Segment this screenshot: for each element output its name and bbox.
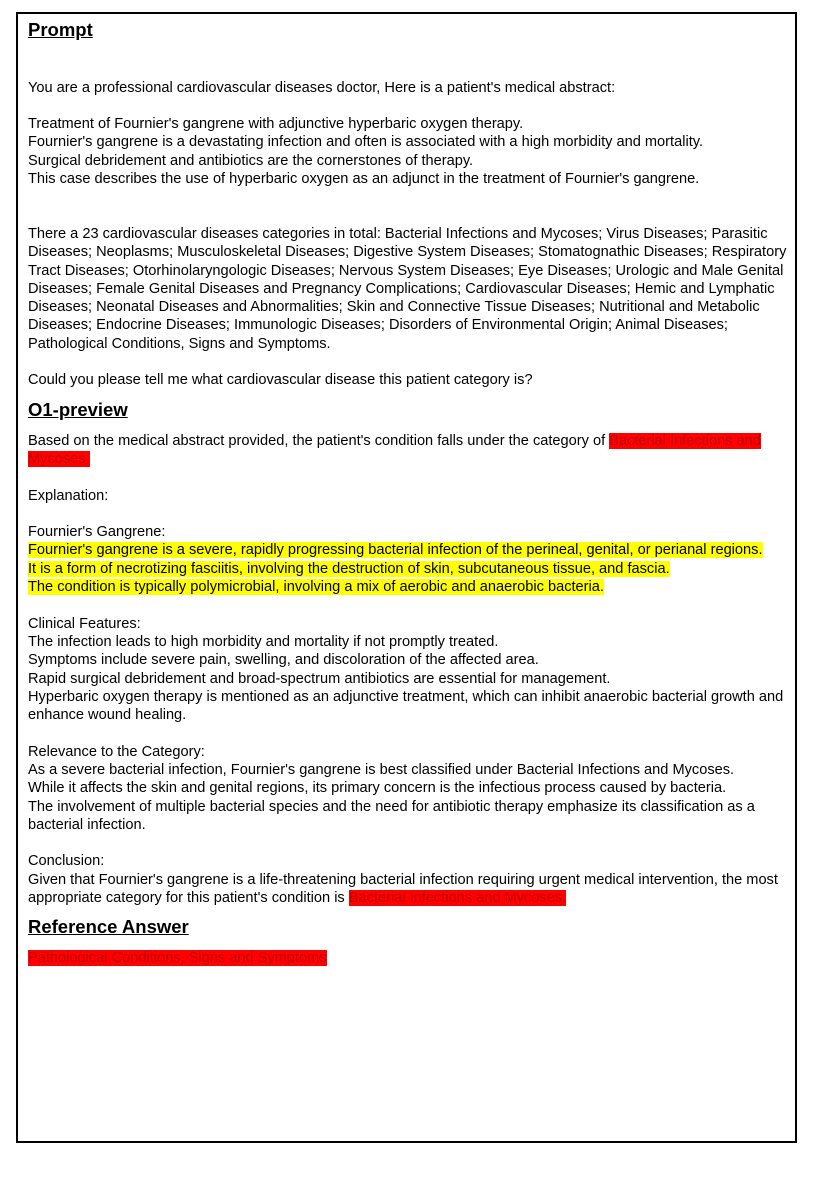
spacer <box>28 353 798 371</box>
spacer <box>28 724 798 742</box>
conclusion-text <box>28 871 798 908</box>
spacer <box>28 468 798 486</box>
relevance-label: Relevance to the Category: <box>28 743 205 760</box>
gangrene-label: Fournier's Gangrene: <box>28 524 166 541</box>
relevance-line: While it affects the skin and genital regions, its primary concern is the infectious process caused by bacteria. <box>28 780 727 797</box>
spacer <box>28 42 798 79</box>
prompt-question: Could you please tell me what cardiovascular disease this patient category is? <box>28 372 533 389</box>
gangrene-highlight: Fournier's gangrene is a severe, rapidly progressing bacterial infection of the perineal, genital, or perianal regions. <box>28 542 763 559</box>
spacer <box>28 834 798 852</box>
spacer <box>28 596 798 614</box>
gangrene-highlight: It is a form of necrotizing fasciitis, involving the destruction of skin, subcutaneous tissue, and fascia. <box>28 560 670 577</box>
conclusion-prefix: Given that Fournier's gangrene is a life-threatening bacterial infection requiring urgent medical intervention, the most appropriate category for this patient's condition is <box>28 871 778 907</box>
reference-answer: Pathological Conditions, Signs and Symptoms <box>28 950 327 967</box>
abstract-line: Surgical debridement and antibiotics are the cornerstones of therapy. <box>28 152 474 169</box>
spacer <box>28 390 798 398</box>
conclusion-highlight: Bacterial Infections and Mycoses. <box>348 890 567 907</box>
o1-answer <box>28 432 798 469</box>
spacer <box>28 188 798 225</box>
clinical-label: Clinical Features: <box>28 615 141 632</box>
gangrene-highlight: The condition is typically polymicrobial, involving a mix of aerobic and anaerobic bacteria. <box>28 579 604 596</box>
relevance-line: As a severe bacterial infection, Fournier's gangrene is best classified under Bacterial Infections and Mycoses. <box>28 761 735 778</box>
clinical-line: Symptoms include severe pain, swelling, and discoloration of the affected area. <box>28 652 539 669</box>
prompt-heading: Prompt <box>28 19 93 40</box>
gangrene-line <box>28 560 798 578</box>
reference-heading: Reference Answer <box>28 916 189 938</box>
relevance-line: The involvement of multiple bacterial species and the need for antibiotic therapy emphasize its classification as a bacterial infection. <box>28 798 755 833</box>
spacer <box>28 422 798 432</box>
clinical-line: Hyperbaric oxygen therapy is mentioned as an adjunctive treatment, which can inhibit anaerobic bacterial growth and enhance wound healing. <box>28 688 784 724</box>
o1-heading: O1-preview <box>28 398 128 420</box>
abstract-line: Fournier's gangrene is a devastating infection and often is associated with a high morbidity and mortality. <box>28 134 704 151</box>
o1-answer-highlight: Bacterial Infections and Mycoses. <box>28 432 761 467</box>
clinical-line: The infection leads to high morbidity and mortality if not promptly treated. <box>28 633 499 650</box>
spacer <box>28 907 798 915</box>
spacer <box>28 97 798 115</box>
document-content <box>28 18 798 968</box>
reference-answer-line <box>28 949 798 967</box>
abstract-line: This case describes the use of hyperbaric oxygen as an adjunct in the treatment of Fournier's gangrene. <box>28 171 700 188</box>
gangrene-line <box>28 578 798 596</box>
explanation-label: Explanation: <box>28 487 109 504</box>
gangrene-line <box>28 541 798 559</box>
categories-paragraph: There a 23 cardiovascular diseases categories in total: Bacterial Infections and Mycoses; Virus Diseases; Parasitic Diseases; Neoplasms; Musculoskeletal Diseases; Digestive System Diseases; Stomatognathic Diseases; Respiratory Tract Diseases; Otorhinolaryngologic Diseases; Nervous System Diseases; Eye Diseases; Urologic and Male Genital Diseases; Female Genital Diseases and Pregnancy Complications; Cardiovascular Diseases; Hemic and Lymphatic Diseases; Neonatal Diseases and Abnormalities; Skin and Connective Tissue Diseases; Nutritional and Metabolic Diseases; Endocrine Diseases; Immunologic Diseases; Disorders of Environmental Origin; Animal Diseases; Pathological Conditions, Signs and Symptoms. <box>28 225 787 352</box>
spacer <box>28 505 798 523</box>
abstract-line: Treatment of Fournier's gangrene with adjunctive hyperbaric oxygen therapy. <box>28 116 524 133</box>
o1-answer-prefix: Based on the medical abstract provided, the patient's condition falls under the category of <box>28 432 610 449</box>
conclusion-label: Conclusion: <box>28 853 105 870</box>
spacer <box>28 939 798 949</box>
prompt-intro: You are a professional cardiovascular diseases doctor, Here is a patient's medical abstract: <box>28 79 616 96</box>
clinical-line: Rapid surgical debridement and broad-spectrum antibiotics are essential for management. <box>28 670 611 687</box>
